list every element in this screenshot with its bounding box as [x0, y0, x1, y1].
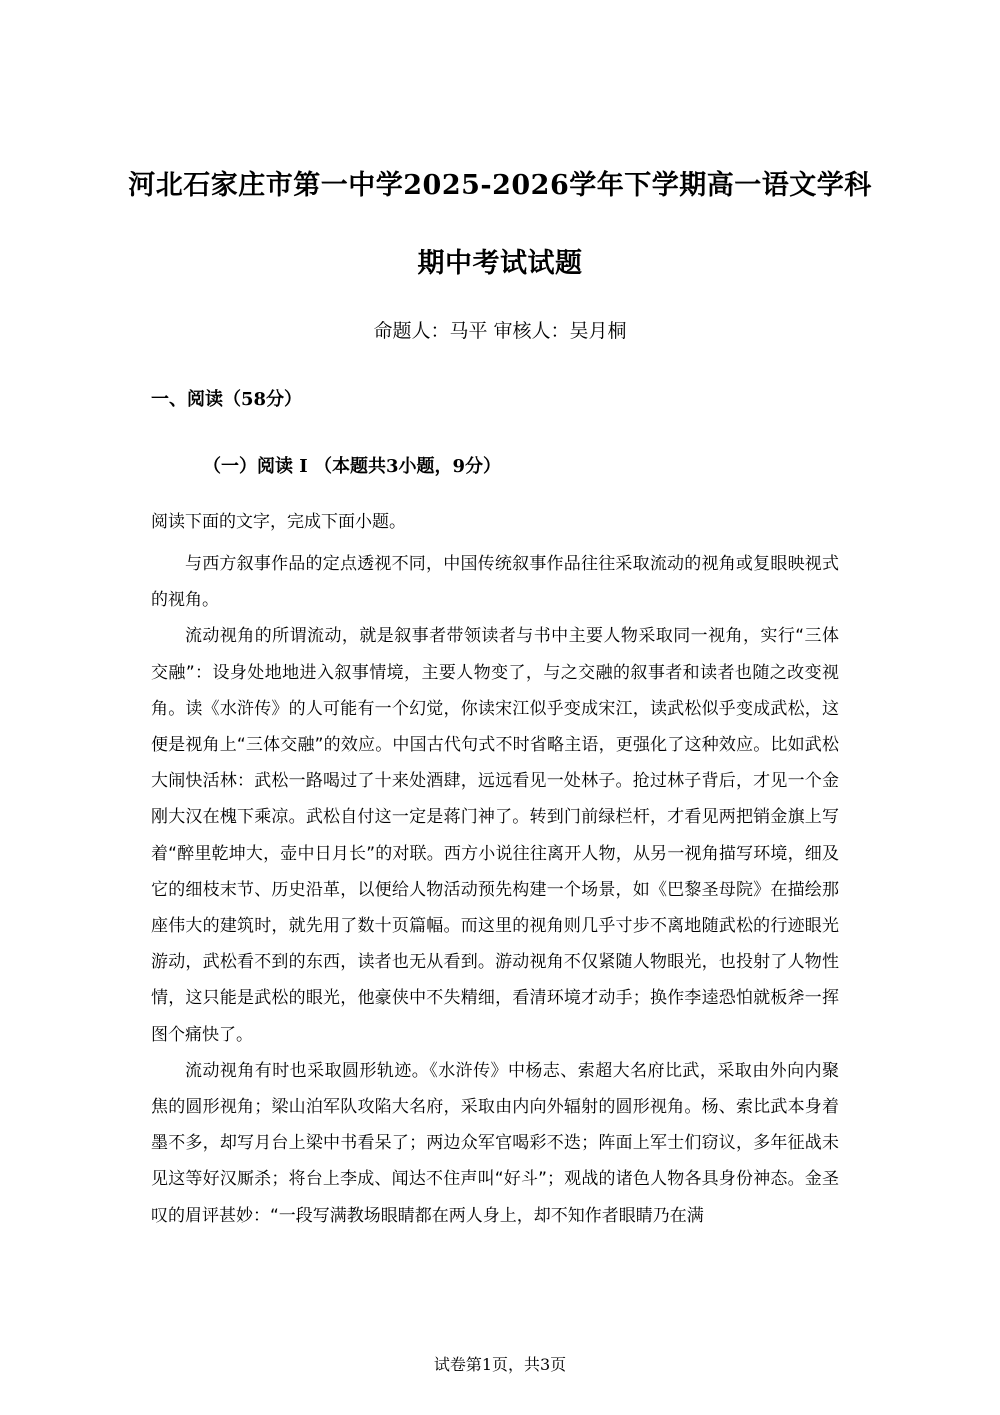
subsection-heading-reading-1: （一）阅读 I （本题共3小题，9分） — [203, 456, 502, 477]
reading-instruction: 阅读下面的文字，完成下面小题。 — [151, 512, 406, 532]
passage-paragraph-2: 流动视角的所谓流动，就是叙事者带领读者与书中主要人物采取同一视角，实行“三体交融”：设身处地地进入叙事情境，主要人物变了，与之交融的叙事者和读者也随之改变视角。读《水浒传》的人可能有一个幻觉，你读宋江似乎变成宋江，读武松似乎变成武松，这便是视角上“三体交融”的效应。中国古代句式不时省略主语，更强化了这种效应。比如武松大闹快活林：武松一路喝过了十来处酒肆，远远看见一处林子。抢过林子背后，才见一个金刚大汉在槐下乘凉。武松自付这一定是蒋门神了。转到门前绿栏杆，才看见两把销金旗上写着“醉里乾坤大，壶中日月长”的对联。西方小说往往离开人物，从另一视角描写环境，细及它的细枝末节、历史沿革，以便给人物活动预先构建一个场景，如《巴黎圣母院》在描绘那座伟大的建筑时，就先用了数十页篇幅。而这里的视角则几乎寸步不离地随武松的行迹眼光游动，武松看不到的东西，读者也无从看到。游动视角不仅紧随人物眼光，也投射了人物性情，这只能是武松的眼光，他豪侠中不失精细，看清环境才动手；换作李逵恐怕就板斧一挥图个痛快了。 — [151, 626, 839, 1045]
authors-line: 命题人：马平 审核人：吴月桐 — [373, 320, 627, 342]
document-title-line-2: 期中考试试题 — [417, 248, 583, 279]
page-footer: 试卷第1页，共3页 — [433, 1355, 567, 1374]
passage-paragraph-3: 流动视角有时也采取圆形轨迹。《水浒传》中杨志、索超大名府比武，采取由外向内聚焦的圆形视角；梁山泊军队攻陷大名府，采取由内向外辐射的圆形视角。杨、索比武本身着墨不多，却写月台上梁中书看呆了；两边众军官喝彩不迭；阵面上军士们窃议，多年征战未见这等好汉厮杀；将台上李成、闻达不住声叫“好斗”；观战的诸色人物各具身份神态。金圣叹的眉评甚妙：“一段写满教场眼睛都在两人身上，却不知作者眼睛乃在满 — [151, 1060, 839, 1226]
passage-paragraph-1: 与西方叙事作品的定点透视不同，中国传统叙事作品往往采取流动的视角或复眼映视式的视角。 — [151, 554, 839, 611]
reading-passage — [151, 546, 839, 1234]
document-title-line-1: 河北石家庄市第一中学2025-2026学年下学期高一语文学科 — [128, 170, 872, 201]
section-heading-reading: 一、阅读（58分） — [151, 389, 303, 410]
